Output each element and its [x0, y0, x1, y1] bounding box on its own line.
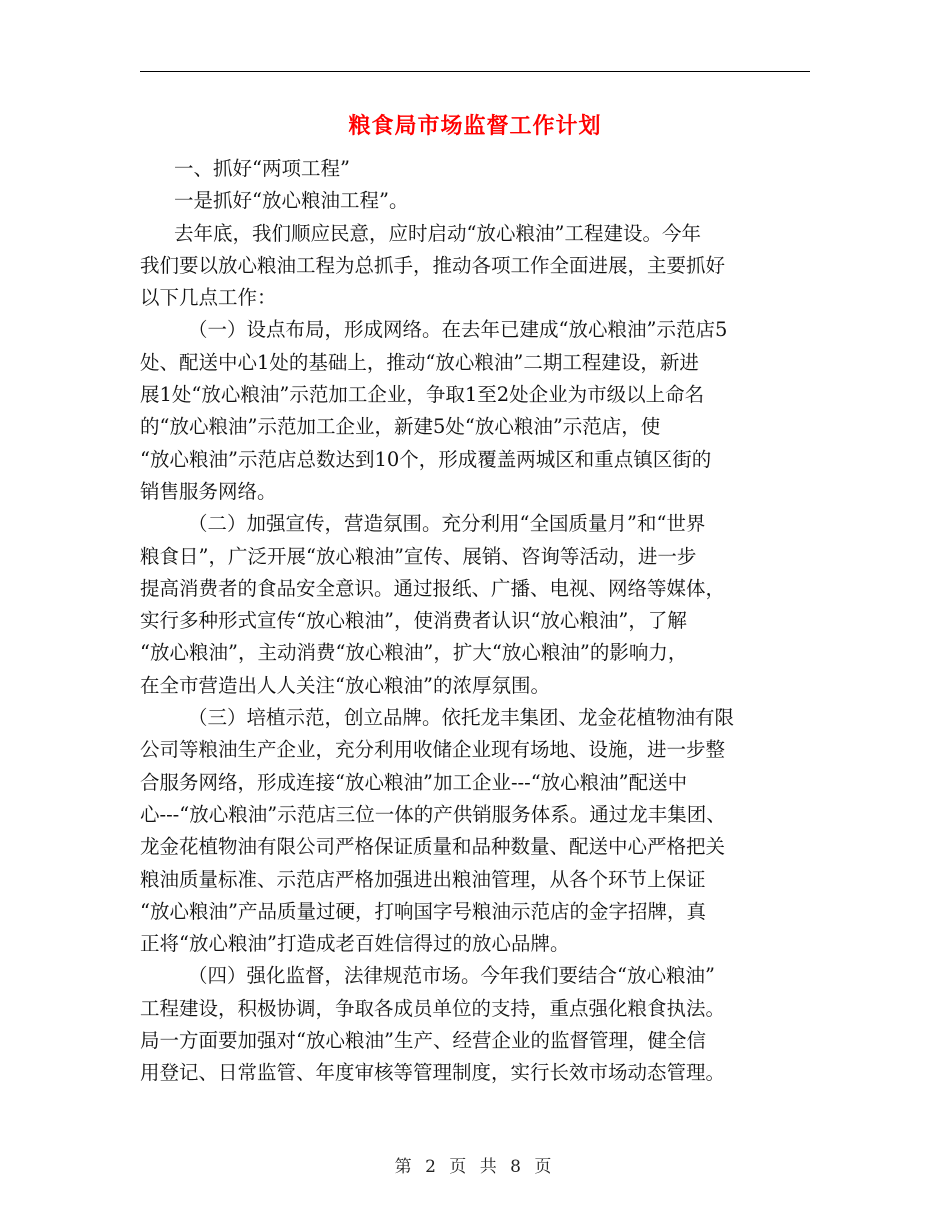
paragraph-line: 局一方面要加强对“放心粮油”生产、经营企业的监督管理，健全信 [140, 1029, 706, 1053]
paragraph-line: 粮油质量标准、示范店严格加强进出粮油管理，从各个环节上保证 [140, 867, 706, 891]
paragraph-line: （一）设点布局，形成网络。在去年已建成“放心粮油”示范店5 [188, 318, 728, 342]
document-title: 粮食局市场监督工作计划 [348, 113, 602, 139]
subsection-heading: 一是抓好“放心粮油工程”。 [174, 189, 409, 213]
document-body [140, 153, 812, 1090]
paragraph-line: 心---“放心粮油”示范店三位一体的产供销服务体系。通过龙丰集团、 [140, 802, 726, 826]
paragraph-line: 合服务网络，形成连接“放心粮油”加工企业---“放心粮油”配送中 [140, 770, 688, 794]
section-heading: 一、抓好“两项工程” [174, 157, 350, 180]
paragraph-line: 工程建设，积极协调，争取各成员单位的支持，重点强化粮食执法。 [140, 996, 726, 1020]
paragraph-line: （三）培植示范，创立品牌。依托龙丰集团、龙金花植物油有限 [188, 706, 735, 730]
paragraph-line: 去年底，我们顺应民意，应时启动“放心粮油”工程建设。今年 [174, 221, 701, 245]
paragraph-line: 的“放心粮油”示范加工企业，新建5处“放心粮油”示范店，使 [140, 415, 661, 439]
paragraph-line: 粮食日”，广泛开展“放心粮油”宣传、展销、咨询等活动，进一步 [140, 544, 697, 568]
paragraph-line: 用登记、日常监管、年度审核等管理制度，实行长效市场动态管理。 [140, 1061, 726, 1085]
paragraph-line: 销售服务网络。 [140, 479, 277, 503]
paragraph-line: 龙金花植物油有限公司严格保证质量和品种数量、配送中心严格把关 [140, 835, 726, 859]
paragraph-line: 在全市营造出人人关注“放心粮油”的浓厚氛围。 [140, 673, 550, 697]
paragraph-line: “放心粮油”示范店总数达到10个，形成覆盖两城区和重点镇区街的 [140, 447, 712, 471]
paragraph-line: 提高消费者的食品安全意识。通过报纸、广播、电视、网络等媒体， [140, 576, 726, 600]
paragraph-line: （二）加强宣传，营造氛围。充分利用“全国质量月”和“世界 [188, 512, 706, 536]
paragraph-line: （四）强化监督，法律规范市场。今年我们要结合“放心粮油” [188, 964, 715, 988]
paragraph-line: 公司等粮油生产企业，充分利用收储企业现有场地、设施，进一步整 [140, 738, 726, 762]
paragraph-line: 处、配送中心1处的基础上，推动“放心粮油”二期工程建设，新进 [140, 350, 699, 374]
page-number-footer: 第 2 页 共 8 页 [394, 1157, 556, 1177]
paragraph-line: “放心粮油”产品质量过硬，打响国字号粮油示范店的金字招牌，真 [140, 899, 706, 923]
paragraph-line: 我们要以放心粮油工程为总抓手，推动各项工作全面进展，主要抓好 [140, 253, 726, 277]
paragraph-line: “放心粮油”，主动消费“放心粮油”，扩大“放心粮油”的影响力， [140, 641, 688, 665]
paragraph-line: 正将“放心粮油”打造成老百姓信得过的放心品牌。 [140, 932, 570, 956]
paragraph-line: 以下几点工作： [140, 286, 277, 310]
paragraph-line: 展1处“放心粮油”示范加工企业，争取1至2处企业为市级以上命名 [140, 383, 705, 407]
header-rule [140, 71, 810, 72]
paragraph-line: 实行多种形式宣传“放心粮油”，使消费者认识“放心粮油”，了解 [140, 609, 687, 633]
